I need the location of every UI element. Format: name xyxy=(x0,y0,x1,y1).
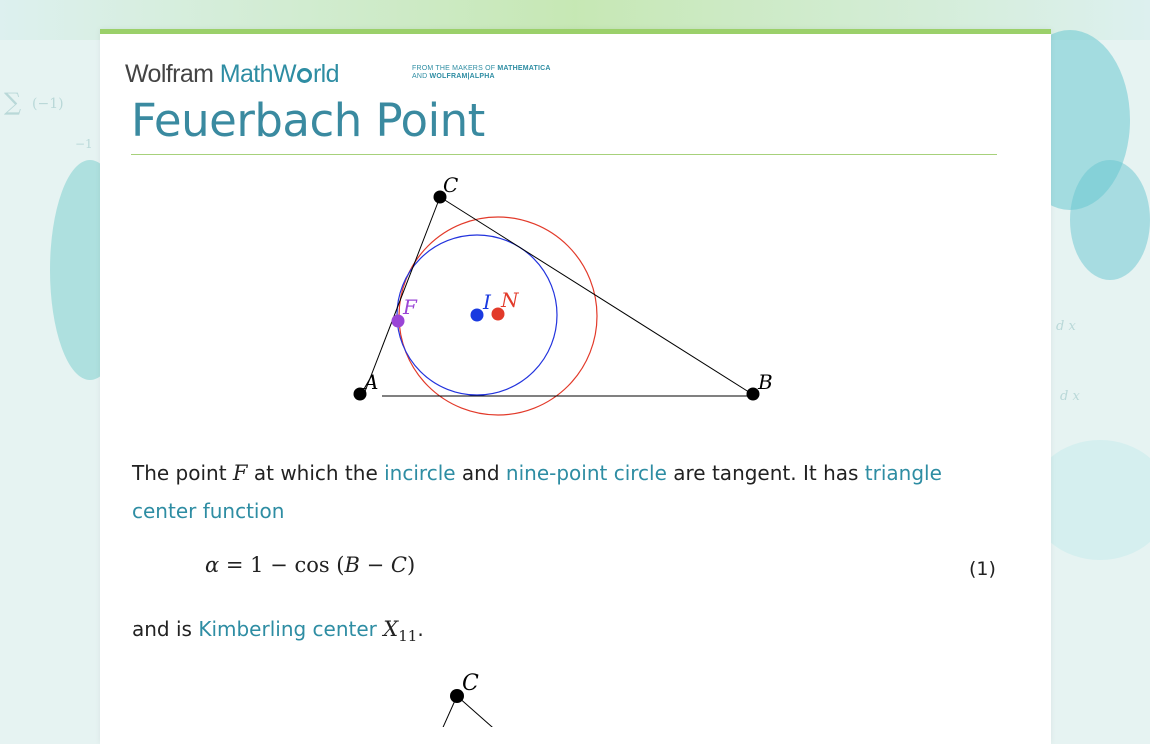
equation-body: = 1 − cos ( xyxy=(219,553,345,577)
title-divider xyxy=(131,154,997,155)
equation-alpha: α xyxy=(205,553,220,577)
text-segment: The point xyxy=(132,461,233,485)
math-variable-x: X xyxy=(383,617,399,641)
label-c: C xyxy=(443,174,459,197)
equation-var-b: B xyxy=(344,553,360,577)
definition-paragraph xyxy=(132,454,972,530)
figure2-edge-right xyxy=(457,696,500,727)
logo-tagline xyxy=(412,65,551,81)
tagline-line1: FROM THE MAKERS OF xyxy=(412,65,496,72)
equation-minus: − xyxy=(359,553,391,577)
page-title: Feuerbach Point xyxy=(131,94,485,147)
incenter-marker xyxy=(471,309,484,322)
link-incircle[interactable]: incircle xyxy=(384,461,456,485)
logo-mathworld-text xyxy=(220,60,339,88)
tagline-mathematica: MATHEMATICA xyxy=(497,65,551,72)
label-f: F xyxy=(403,295,417,319)
feuerbach-point-figure xyxy=(350,174,890,454)
link-nine-point-circle[interactable]: nine-point circle xyxy=(505,461,667,485)
equation-number: (1) xyxy=(969,558,996,580)
label-n: N xyxy=(501,288,519,312)
logo-wolfram-text: Wolfram xyxy=(125,60,214,88)
text-segment: at which the xyxy=(247,461,385,485)
link-triangle-center-function[interactable]: triangle center function xyxy=(132,461,942,523)
text-segment: and is xyxy=(132,617,199,641)
figure2-label-c: C xyxy=(462,671,479,696)
equation-1 xyxy=(205,553,415,577)
svg-text:d x: d x xyxy=(1060,389,1080,404)
triangle-side-ca xyxy=(364,197,440,394)
tagline-wolfram-alpha: WOLFRAM|ALPHA xyxy=(429,73,495,80)
text-segment: and xyxy=(455,461,506,485)
svg-text:∑: ∑ xyxy=(4,88,22,116)
globe-icon xyxy=(297,68,312,83)
math-variable-f: F xyxy=(232,461,248,485)
math-subscript: 11 xyxy=(398,627,418,645)
svg-text:−1: −1 xyxy=(75,137,93,151)
label-b: B xyxy=(758,370,773,394)
content-card xyxy=(100,29,1051,744)
text-segment: . xyxy=(417,617,424,641)
svg-text:(−1): (−1) xyxy=(32,96,64,112)
text-segment: are tangent. It has xyxy=(666,461,865,485)
wolfram-mathworld-logo[interactable] xyxy=(125,60,339,89)
logo-math-part: MathW xyxy=(219,60,296,88)
svg-text:d x: d x xyxy=(1056,319,1076,334)
logo-rld-part: rld xyxy=(312,60,339,88)
tagline-line2: AND xyxy=(412,73,428,80)
equation-var-c: C xyxy=(390,553,407,577)
equation-close-paren: ) xyxy=(406,553,416,577)
label-i: I xyxy=(483,290,491,314)
label-a: A xyxy=(364,370,379,394)
link-kimberling-center[interactable]: Kimberling center xyxy=(198,617,377,641)
kimberling-paragraph xyxy=(132,610,972,655)
second-figure xyxy=(400,667,600,727)
